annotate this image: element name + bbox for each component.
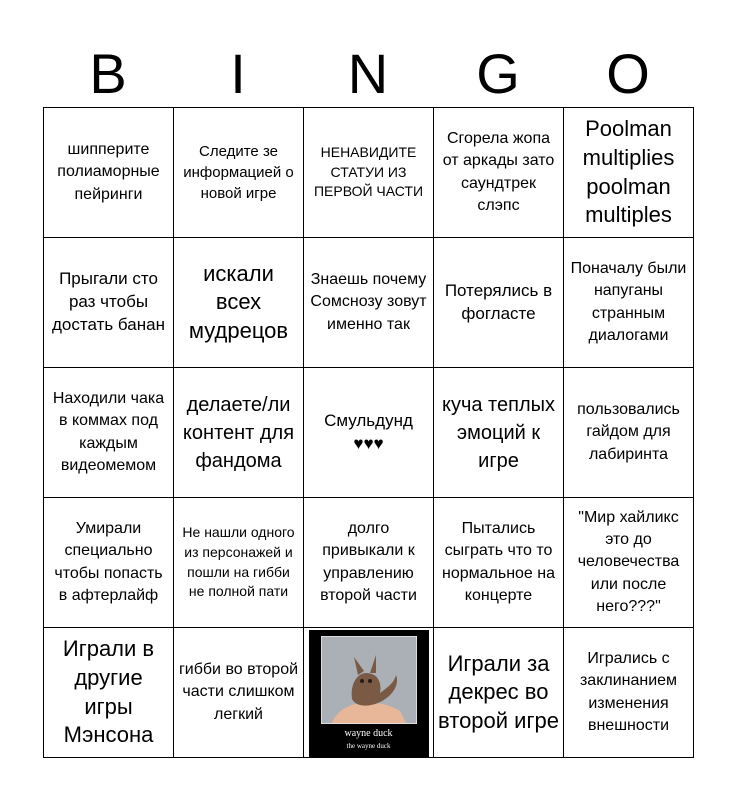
bingo-cell[interactable] — [44, 368, 174, 498]
cell-text: гибби во второй части слишком легкий — [178, 660, 299, 723]
bingo-cell[interactable] — [174, 368, 304, 498]
bingo-cell[interactable] — [564, 368, 694, 498]
header-letter-i: I — [230, 42, 246, 105]
cell-text: делаете/ли контент для фандома — [182, 393, 295, 472]
cell-text: НЕНАВИДИТЕ СТАТУИ ИЗ ПЕРВОЙ ЧАСТИ — [313, 144, 424, 200]
header-letter-g: G — [476, 42, 520, 105]
cell-text: Умирали специально чтобы попасть в афтерлайф — [54, 519, 163, 604]
cell-text: Играли в другие игры Мэнсона — [62, 636, 155, 748]
bingo-cell[interactable] — [174, 498, 304, 628]
bingo-cell[interactable] — [564, 108, 694, 238]
bingo-cell[interactable] — [434, 108, 564, 238]
cell-text: Игрались с заклинанием изменения внешности — [579, 649, 678, 734]
bingo-cell[interactable] — [44, 498, 174, 628]
bingo-cell[interactable] — [434, 628, 564, 758]
bingo-cell[interactable] — [174, 108, 304, 238]
bingo-cell[interactable] — [434, 498, 564, 628]
cell-text: Знаешь почему Сомснозу зовут именно так — [310, 270, 427, 333]
bingo-cell[interactable] — [564, 238, 694, 368]
bingo-cell[interactable] — [44, 628, 174, 758]
bingo-header — [43, 40, 693, 108]
cell-text: Не нашли одного из персонажей и пошли на гибби не полной пати — [182, 524, 295, 600]
poster-caption: wayne duck — [344, 727, 393, 739]
cell-text: искали всех мудрецов — [188, 260, 289, 343]
wayne-duck-poster — [309, 630, 429, 758]
cell-text: Пытались сыграть что то нормальное на концерте — [441, 519, 555, 604]
bingo-cell[interactable] — [304, 368, 434, 498]
bingo-board — [43, 107, 694, 758]
cell-text: долго привыкали к управлению второй части — [320, 519, 417, 604]
bingo-cell[interactable] — [44, 238, 174, 368]
bingo-cell[interactable] — [174, 628, 304, 758]
bingo-cell[interactable] — [304, 108, 434, 238]
cell-text: Потерялись в фогласте — [444, 280, 553, 323]
bingo-cell[interactable] — [174, 238, 304, 368]
cell-text: Poolman multiplies poolman multiples — [582, 116, 675, 228]
cell-text: Находили чака в коммах под каждым видеомемом — [52, 389, 165, 474]
cell-text: Смульдунд ♥♥♥ — [324, 410, 413, 453]
header-letter-o: O — [606, 42, 650, 105]
cell-text: Следите зе информацией о новой игре — [183, 143, 294, 202]
cell-text: Прыгали сто раз чтобы достать банан — [52, 269, 165, 334]
cell-text: шипперите полиаморные пейринги — [57, 140, 160, 203]
cell-text: Поначалу были напуганы странным диалогами — [570, 259, 687, 344]
cell-text: "Мир хайликс это до человечества или после него???" — [577, 508, 680, 616]
cell-text: пользовались гайдом для лабиринта — [577, 400, 680, 463]
bingo-cell[interactable] — [564, 628, 694, 758]
bingo-cell[interactable] — [304, 498, 434, 628]
cell-text: куча теплых эмоций к игре — [441, 393, 555, 472]
bingo-cell[interactable] — [564, 498, 694, 628]
bingo-cell[interactable] — [44, 108, 174, 238]
bingo-cell[interactable] — [434, 368, 564, 498]
clay-duck-figure-icon — [321, 636, 417, 724]
poster-subcaption: the wayne duck — [346, 741, 391, 750]
cell-text: Играли за декрес во второй игре — [438, 650, 559, 733]
header-letter-b: B — [89, 42, 127, 105]
bingo-cell[interactable] — [304, 238, 434, 368]
free-space-cell[interactable] — [304, 628, 434, 758]
bingo-cell[interactable] — [434, 238, 564, 368]
cell-text: Сгорела жопа от аркады зато саундтрек слэпс — [442, 129, 555, 214]
header-letter-n: N — [347, 42, 389, 105]
